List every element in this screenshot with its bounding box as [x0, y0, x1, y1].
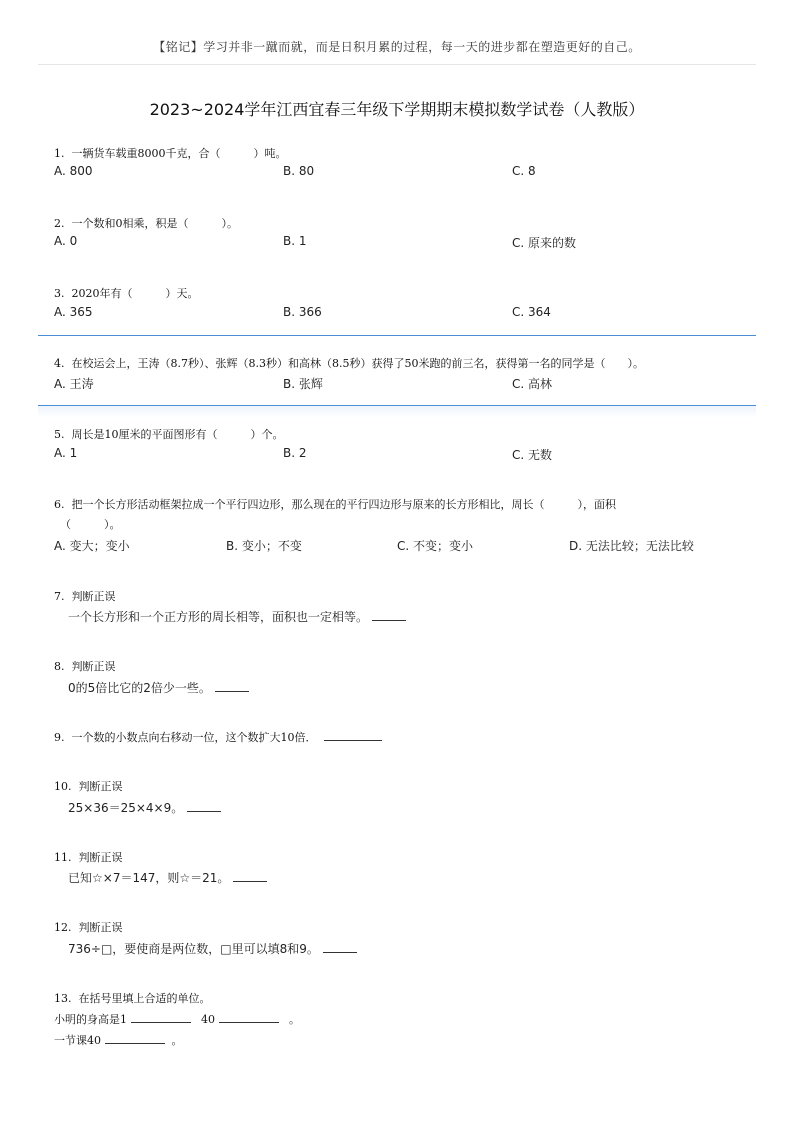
- fill-text: 40: [201, 1013, 215, 1026]
- question-text: 一辆货车载重8000千克，合（ ）吨。: [71, 147, 287, 160]
- question-7: [54, 588, 116, 604]
- question-4: [54, 355, 644, 371]
- statement-text: 25×36＝25×4×9。: [68, 801, 184, 815]
- option-c[interactable]: C. 高林: [512, 377, 553, 391]
- question-text: 周长是10厘米的平面图形有（ ）个。: [71, 428, 284, 441]
- fill-line-2: [54, 1032, 183, 1048]
- question-text: 一个数的小数点向右移动一位，这个数扩大10倍．: [71, 731, 317, 744]
- question-text: 在校运会上，王涛（8.7秒）、张辉（8.3秒）和高林（8.5秒）获得了50米跑的前三名，获得第一名的同学是（ ）。: [71, 357, 644, 370]
- question-number: 11.: [54, 851, 72, 864]
- answer-blank[interactable]: [372, 610, 406, 621]
- question-number: 2.: [54, 217, 65, 230]
- answer-blank[interactable]: [233, 871, 267, 882]
- option-b[interactable]: B. 1: [283, 234, 307, 248]
- fill-text: 一节课40: [54, 1034, 101, 1047]
- question-5: [54, 426, 284, 442]
- question-2: [54, 215, 238, 231]
- option-a[interactable]: A. 1: [54, 446, 78, 460]
- question-text: 判断正误: [78, 851, 123, 864]
- question-3: [54, 285, 199, 301]
- option-a[interactable]: A. 800: [54, 164, 93, 178]
- question-body: [68, 799, 221, 816]
- question-body: [68, 608, 406, 625]
- answer-blank[interactable]: [324, 730, 382, 741]
- answer-blank[interactable]: [131, 1012, 191, 1023]
- statement-text: 0的5倍比它的2倍少一些。: [68, 681, 211, 695]
- answer-blank[interactable]: [219, 1012, 279, 1023]
- question-9: [54, 729, 382, 745]
- option-a[interactable]: A. 0: [54, 234, 78, 248]
- option-c[interactable]: C. 原来的数: [512, 236, 577, 250]
- option-a[interactable]: A. 变大；变小: [54, 539, 130, 553]
- fill-text: 。: [171, 1034, 183, 1047]
- highlight-top-border: [38, 335, 756, 336]
- question-text: 2020年有（ ）天。: [71, 287, 199, 300]
- page-title: 2023~2024学年江西宜春三年级下学期期末模拟数学试卷（人教版）: [149, 100, 645, 119]
- question-11: [54, 849, 123, 865]
- option-a[interactable]: A. 王涛: [54, 377, 94, 391]
- question-number: 6.: [54, 498, 65, 511]
- option-b[interactable]: B. 变小；不变: [226, 539, 302, 553]
- fill-text: 。: [289, 1013, 300, 1026]
- option-c[interactable]: C. 不变；变小: [397, 539, 474, 553]
- option-a[interactable]: A. 365: [54, 305, 93, 319]
- answer-blank[interactable]: [105, 1033, 165, 1044]
- motto: 【铭记】学习并非一蹴而就，而是日积月累的过程，每一天的进步都在塑造更好的自己。: [153, 40, 641, 54]
- highlight-shadow: [38, 406, 756, 418]
- answer-blank[interactable]: [323, 942, 357, 953]
- question-text: 在括号里填上合适的单位。: [78, 992, 211, 1005]
- header-divider: [38, 64, 756, 65]
- fill-text: 小明的身高是1: [54, 1013, 127, 1026]
- question-number: 1.: [54, 147, 65, 160]
- question-text: 判断正误: [78, 780, 123, 793]
- answer-blank[interactable]: [187, 801, 221, 812]
- question-number: 3.: [54, 287, 65, 300]
- question-text-continued: （ ）。: [60, 518, 121, 531]
- statement-text: 736÷□，要使商是两位数，□里可以填8和9。: [68, 942, 319, 956]
- question-text: 把一个长方形活动框架拉成一个平行四边形，那么现在的平行四边形与原来的长方形相比，周长（ ），面积: [71, 498, 616, 511]
- question-text: 一个数和0相乘，积是（ ）。: [71, 217, 238, 230]
- option-d[interactable]: D. 无法比较；无法比较: [569, 539, 694, 553]
- question-body: [68, 679, 249, 696]
- statement-text: 一个长方形和一个正方形的周长相等，面积也一定相等。: [68, 610, 369, 624]
- question-body: [68, 940, 357, 957]
- question-13: [54, 990, 211, 1006]
- question-8: [54, 658, 116, 674]
- question-number: 10.: [54, 780, 72, 793]
- option-b[interactable]: B. 80: [283, 164, 315, 178]
- statement-text: 已知☆×7＝147，则☆＝21。: [68, 871, 230, 885]
- option-b[interactable]: B. 张辉: [283, 377, 323, 391]
- question-12: [54, 919, 123, 935]
- question-body: [68, 869, 267, 886]
- question-number: 8.: [54, 660, 65, 673]
- question-text: 判断正误: [71, 590, 116, 603]
- question-number: 5.: [54, 428, 65, 441]
- option-b[interactable]: B. 2: [283, 446, 307, 460]
- question-number: 4.: [54, 357, 65, 370]
- question-1: [54, 145, 287, 161]
- question-text: 判断正误: [78, 921, 123, 934]
- fill-line-1: [54, 1011, 300, 1027]
- option-c[interactable]: C. 无数: [512, 448, 553, 462]
- answer-blank[interactable]: [215, 681, 249, 692]
- question-number: 12.: [54, 921, 72, 934]
- option-c[interactable]: C. 8: [512, 164, 536, 178]
- option-b[interactable]: B. 366: [283, 305, 322, 319]
- question-number: 7.: [54, 590, 65, 603]
- question-10: [54, 778, 123, 794]
- question-number: 13.: [54, 992, 72, 1005]
- option-c[interactable]: C. 364: [512, 305, 551, 319]
- question-number: 9.: [54, 731, 65, 744]
- question-6: [54, 496, 616, 512]
- question-text: 判断正误: [71, 660, 116, 673]
